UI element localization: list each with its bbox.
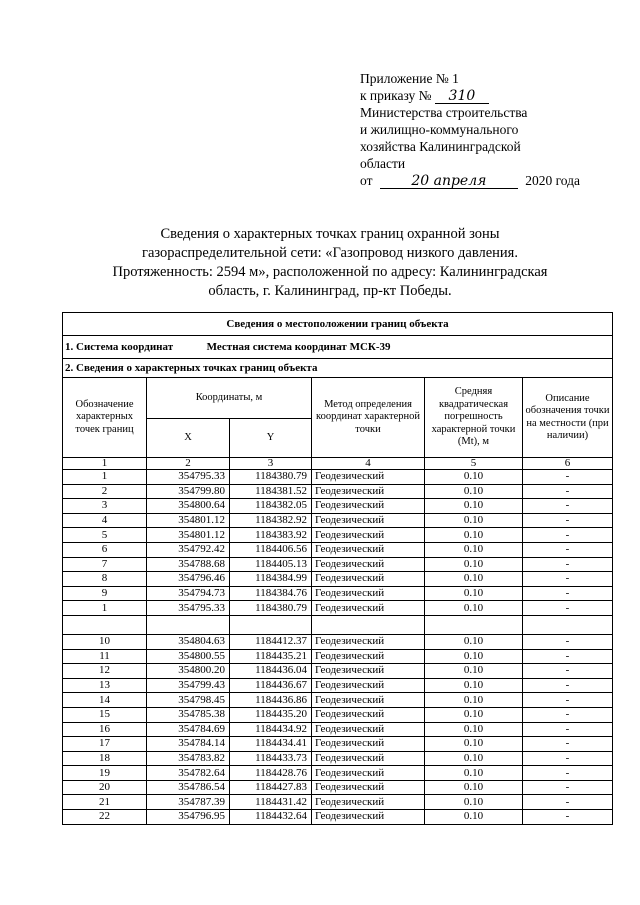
method: Геодезический bbox=[312, 678, 425, 693]
date-line bbox=[360, 172, 600, 189]
table-row bbox=[63, 557, 613, 572]
description: - bbox=[523, 678, 613, 693]
table-row bbox=[63, 572, 613, 587]
empty-cell bbox=[147, 615, 230, 634]
accuracy: 0.10 bbox=[425, 722, 523, 737]
table-row bbox=[63, 484, 613, 499]
y-coordinate: 1184412.37 bbox=[230, 634, 312, 649]
column-number: 1 bbox=[63, 458, 147, 470]
accuracy: 0.10 bbox=[425, 572, 523, 587]
header-x: X bbox=[147, 419, 230, 458]
accuracy: 0.10 bbox=[425, 557, 523, 572]
y-coordinate: 1184406.56 bbox=[230, 542, 312, 557]
accuracy: 0.10 bbox=[425, 678, 523, 693]
column-number: 2 bbox=[147, 458, 230, 470]
point-number: 18 bbox=[63, 751, 147, 766]
point-number: 16 bbox=[63, 722, 147, 737]
order-line bbox=[360, 87, 600, 104]
y-coordinate: 1184435.21 bbox=[230, 649, 312, 664]
accuracy: 0.10 bbox=[425, 751, 523, 766]
point-number: 6 bbox=[63, 542, 147, 557]
x-coordinate: 354784.14 bbox=[147, 737, 230, 752]
table-row bbox=[63, 664, 613, 679]
title-line-3: Протяженность: 2594 м», расположенной по адресу: Калининградская bbox=[112, 264, 548, 280]
description: - bbox=[523, 751, 613, 766]
date-prefix: от bbox=[360, 173, 373, 188]
accuracy: 0.10 bbox=[425, 795, 523, 810]
x-coordinate: 354788.68 bbox=[147, 557, 230, 572]
x-coordinate: 354787.39 bbox=[147, 795, 230, 810]
y-coordinate: 1184384.76 bbox=[230, 586, 312, 601]
point-number: 8 bbox=[63, 572, 147, 587]
description: - bbox=[523, 693, 613, 708]
x-coordinate: 354796.46 bbox=[147, 572, 230, 587]
table-row bbox=[63, 586, 613, 601]
point-number: 1 bbox=[63, 601, 147, 616]
title-line-1: Сведения о характерных точках границ охранной зоны bbox=[160, 226, 500, 242]
accuracy: 0.10 bbox=[425, 513, 523, 528]
accuracy: 0.10 bbox=[425, 601, 523, 616]
section-title: Сведения о местоположении границ объекта bbox=[63, 313, 613, 336]
table-row bbox=[63, 737, 613, 752]
x-coordinate: 354786.54 bbox=[147, 780, 230, 795]
method: Геодезический bbox=[312, 722, 425, 737]
accuracy: 0.10 bbox=[425, 634, 523, 649]
ministry-line-1: Министерства строительства bbox=[360, 105, 528, 120]
y-coordinate: 1184383.92 bbox=[230, 528, 312, 543]
description: - bbox=[523, 513, 613, 528]
point-number: 2 bbox=[63, 484, 147, 499]
y-coordinate: 1184380.79 bbox=[230, 470, 312, 485]
column-number: 3 bbox=[230, 458, 312, 470]
description: - bbox=[523, 557, 613, 572]
method: Геодезический bbox=[312, 766, 425, 781]
x-coordinate: 354801.12 bbox=[147, 513, 230, 528]
table-row bbox=[63, 542, 613, 557]
table-row bbox=[63, 649, 613, 664]
point-number: 1 bbox=[63, 470, 147, 485]
method: Геодезический bbox=[312, 499, 425, 514]
point-number: 13 bbox=[63, 678, 147, 693]
description: - bbox=[523, 528, 613, 543]
document-title bbox=[90, 225, 570, 301]
accuracy: 0.10 bbox=[425, 499, 523, 514]
column-number: 5 bbox=[425, 458, 523, 470]
accuracy: 0.10 bbox=[425, 693, 523, 708]
table-row bbox=[63, 810, 613, 825]
ministry-line-3: хозяйства Калининградской bbox=[360, 139, 521, 154]
y-coordinate: 1184382.92 bbox=[230, 513, 312, 528]
method: Геодезический bbox=[312, 737, 425, 752]
accuracy: 0.10 bbox=[425, 586, 523, 601]
method: Геодезический bbox=[312, 484, 425, 499]
description: - bbox=[523, 542, 613, 557]
ministry-line-2: и жилищно-коммунального bbox=[360, 122, 519, 137]
table-row bbox=[63, 499, 613, 514]
y-coordinate: 1184435.20 bbox=[230, 707, 312, 722]
accuracy: 0.10 bbox=[425, 810, 523, 825]
description: - bbox=[523, 499, 613, 514]
x-coordinate: 354785.38 bbox=[147, 707, 230, 722]
method: Геодезический bbox=[312, 795, 425, 810]
point-number: 4 bbox=[63, 513, 147, 528]
description: - bbox=[523, 634, 613, 649]
point-number: 14 bbox=[63, 693, 147, 708]
coord-system-row bbox=[63, 336, 613, 359]
date-handwritten: 20 апреля bbox=[380, 174, 518, 189]
method: Геодезический bbox=[312, 780, 425, 795]
table-row bbox=[63, 528, 613, 543]
y-coordinate: 1184405.13 bbox=[230, 557, 312, 572]
description: - bbox=[523, 664, 613, 679]
title-line-4: область, г. Калининград, пр-кт Победы. bbox=[208, 283, 452, 299]
point-number: 21 bbox=[63, 795, 147, 810]
point-number: 19 bbox=[63, 766, 147, 781]
point-number: 7 bbox=[63, 557, 147, 572]
accuracy: 0.10 bbox=[425, 542, 523, 557]
y-coordinate: 1184384.99 bbox=[230, 572, 312, 587]
empty-cell bbox=[425, 615, 523, 634]
description: - bbox=[523, 484, 613, 499]
table-row bbox=[63, 795, 613, 810]
y-coordinate: 1184433.73 bbox=[230, 751, 312, 766]
header-coords: Координаты, м bbox=[147, 378, 312, 419]
x-coordinate: 354799.80 bbox=[147, 484, 230, 499]
point-number: 12 bbox=[63, 664, 147, 679]
x-coordinate: 354792.42 bbox=[147, 542, 230, 557]
description: - bbox=[523, 737, 613, 752]
table-row bbox=[63, 751, 613, 766]
order-prefix: к приказу № bbox=[360, 88, 432, 103]
method: Геодезический bbox=[312, 707, 425, 722]
method: Геодезический bbox=[312, 528, 425, 543]
method: Геодезический bbox=[312, 513, 425, 528]
point-number: 17 bbox=[63, 737, 147, 752]
empty-cell bbox=[63, 615, 147, 634]
method: Геодезический bbox=[312, 557, 425, 572]
accuracy: 0.10 bbox=[425, 528, 523, 543]
x-coordinate: 354784.69 bbox=[147, 722, 230, 737]
table-row bbox=[63, 513, 613, 528]
description: - bbox=[523, 795, 613, 810]
method: Геодезический bbox=[312, 572, 425, 587]
accuracy: 0.10 bbox=[425, 707, 523, 722]
header-description: Описание обозначения точки на местности (при наличии) bbox=[523, 378, 613, 458]
header-accuracy: Средняя квадратическая погрешность характерной точки (Mt), м bbox=[425, 378, 523, 458]
y-coordinate: 1184382.05 bbox=[230, 499, 312, 514]
x-coordinate: 354795.33 bbox=[147, 470, 230, 485]
accuracy: 0.10 bbox=[425, 664, 523, 679]
x-coordinate: 354799.43 bbox=[147, 678, 230, 693]
table-row bbox=[63, 634, 613, 649]
header-method: Метод определения координат характерной точки bbox=[312, 378, 425, 458]
column-number: 4 bbox=[312, 458, 425, 470]
method: Геодезический bbox=[312, 634, 425, 649]
point-number: 20 bbox=[63, 780, 147, 795]
method: Геодезический bbox=[312, 693, 425, 708]
header-y: Y bbox=[230, 419, 312, 458]
description: - bbox=[523, 810, 613, 825]
table-row bbox=[63, 470, 613, 485]
accuracy: 0.10 bbox=[425, 484, 523, 499]
table-row bbox=[63, 601, 613, 616]
appendix-block bbox=[360, 70, 600, 189]
y-coordinate: 1184434.41 bbox=[230, 737, 312, 752]
point-number: 11 bbox=[63, 649, 147, 664]
table-row bbox=[63, 766, 613, 781]
accuracy: 0.10 bbox=[425, 649, 523, 664]
point-number: 5 bbox=[63, 528, 147, 543]
y-coordinate: 1184431.42 bbox=[230, 795, 312, 810]
coord-system-value: Местная система координат МСК-39 bbox=[206, 341, 391, 353]
title-line-2: газораспределительной сети: «Газопровод низкого давления. bbox=[142, 245, 518, 261]
x-coordinate: 354796.95 bbox=[147, 810, 230, 825]
x-coordinate: 354782.64 bbox=[147, 766, 230, 781]
empty-cell bbox=[312, 615, 425, 634]
header-point: Обозначение характерных точек границ bbox=[63, 378, 147, 458]
description: - bbox=[523, 586, 613, 601]
method: Геодезический bbox=[312, 649, 425, 664]
description: - bbox=[523, 649, 613, 664]
x-coordinate: 354801.12 bbox=[147, 528, 230, 543]
point-number: 3 bbox=[63, 499, 147, 514]
y-coordinate: 1184436.67 bbox=[230, 678, 312, 693]
x-coordinate: 354800.64 bbox=[147, 499, 230, 514]
y-coordinate: 1184436.04 bbox=[230, 664, 312, 679]
order-number: 310 bbox=[435, 89, 489, 104]
accuracy: 0.10 bbox=[425, 470, 523, 485]
method: Геодезический bbox=[312, 586, 425, 601]
point-number: 22 bbox=[63, 810, 147, 825]
y-coordinate: 1184432.64 bbox=[230, 810, 312, 825]
point-number: 15 bbox=[63, 707, 147, 722]
x-coordinate: 354798.45 bbox=[147, 693, 230, 708]
x-coordinate: 354795.33 bbox=[147, 601, 230, 616]
method: Геодезический bbox=[312, 542, 425, 557]
empty-cell bbox=[230, 615, 312, 634]
x-coordinate: 354800.20 bbox=[147, 664, 230, 679]
description: - bbox=[523, 601, 613, 616]
table-row bbox=[63, 780, 613, 795]
description: - bbox=[523, 470, 613, 485]
description: - bbox=[523, 572, 613, 587]
point-number: 10 bbox=[63, 634, 147, 649]
table-row bbox=[63, 707, 613, 722]
accuracy: 0.10 bbox=[425, 780, 523, 795]
points-section-title: 2. Сведения о характерных точках границ объекта bbox=[63, 359, 613, 378]
boundary-points-table bbox=[62, 312, 613, 825]
accuracy: 0.10 bbox=[425, 737, 523, 752]
y-coordinate: 1184434.92 bbox=[230, 722, 312, 737]
separator-row bbox=[63, 615, 613, 634]
y-coordinate: 1184380.79 bbox=[230, 601, 312, 616]
description: - bbox=[523, 707, 613, 722]
y-coordinate: 1184381.52 bbox=[230, 484, 312, 499]
ministry-line-4: области bbox=[360, 156, 406, 171]
table-row bbox=[63, 693, 613, 708]
x-coordinate: 354794.73 bbox=[147, 586, 230, 601]
accuracy: 0.10 bbox=[425, 766, 523, 781]
method: Геодезический bbox=[312, 751, 425, 766]
method: Геодезический bbox=[312, 470, 425, 485]
description: - bbox=[523, 780, 613, 795]
table-row bbox=[63, 678, 613, 693]
method: Геодезический bbox=[312, 810, 425, 825]
description: - bbox=[523, 722, 613, 737]
y-coordinate: 1184428.76 bbox=[230, 766, 312, 781]
appendix-title: Приложение № 1 bbox=[360, 71, 459, 86]
coord-system-label: 1. Система координат bbox=[65, 341, 174, 353]
point-number: 9 bbox=[63, 586, 147, 601]
method: Геодезический bbox=[312, 664, 425, 679]
date-suffix: 2020 года bbox=[525, 173, 581, 188]
method: Геодезический bbox=[312, 601, 425, 616]
description: - bbox=[523, 766, 613, 781]
x-coordinate: 354783.82 bbox=[147, 751, 230, 766]
column-number: 6 bbox=[523, 458, 613, 470]
x-coordinate: 354800.55 bbox=[147, 649, 230, 664]
empty-cell bbox=[523, 615, 613, 634]
x-coordinate: 354804.63 bbox=[147, 634, 230, 649]
y-coordinate: 1184427.83 bbox=[230, 780, 312, 795]
column-numbers-row bbox=[63, 458, 613, 470]
y-coordinate: 1184436.86 bbox=[230, 693, 312, 708]
table-row bbox=[63, 722, 613, 737]
